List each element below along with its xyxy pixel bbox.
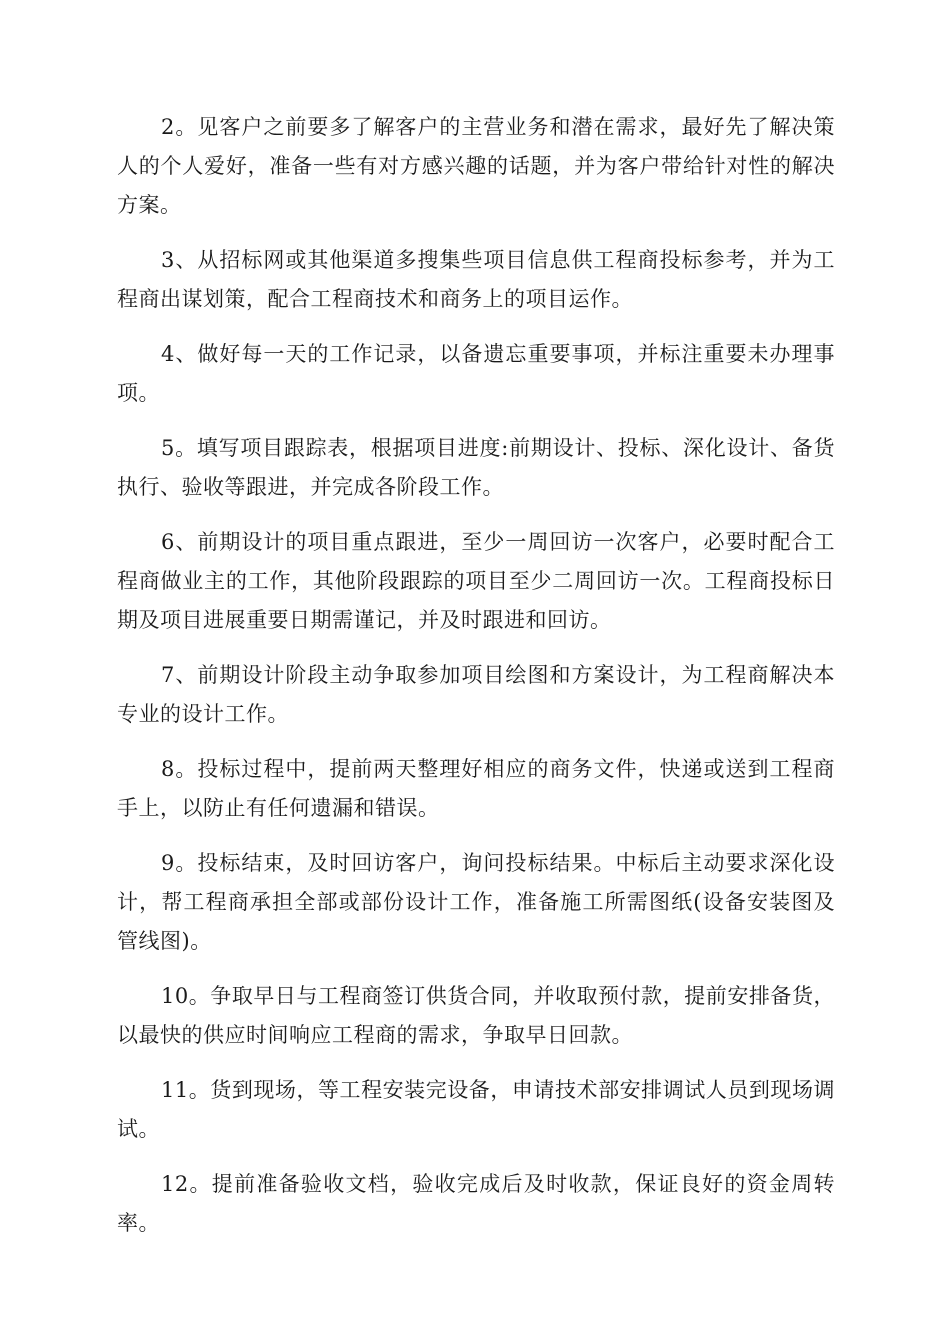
document-body xyxy=(117,108,835,1259)
paragraph-item-9: 9。投标结束，及时回访客户，询问投标结果。中标后主动要求深化设计，帮工程商承担全部或部份设计工作，准备施工所需图纸(设备安装图及管线图)。 xyxy=(117,851,835,953)
paragraph-item-5: 5。填写项目跟踪表，根据项目进度:前期设计、投标、深化设计、备货执行、验收等跟进，并完成各阶段工作。 xyxy=(117,436,835,499)
paragraph-item-12: 12。提前准备验收文档，验收完成后及时收款，保证良好的资金周转率。 xyxy=(117,1172,835,1235)
paragraph-item-4: 4、做好每一天的工作记录，以备遗忘重要事项，并标注重要未办理事项。 xyxy=(117,342,835,405)
paragraph-item-3: 3、从招标网或其他渠道多搜集些项目信息供工程商投标参考，并为工程商出谋划策，配合工程商技术和商务上的项目运作。 xyxy=(117,248,835,311)
paragraph-item-11: 11。货到现场，等工程安装完设备，申请技术部安排调试人员到现场调试。 xyxy=(117,1078,835,1141)
paragraph-item-8: 8。投标过程中，提前两天整理好相应的商务文件，快递或送到工程商手上，以防止有任何遗漏和错误。 xyxy=(117,757,835,820)
paragraph-item-6: 6、前期设计的项目重点跟进，至少一周回访一次客户，必要时配合工程商做业主的工作，其他阶段跟踪的项目至少二周回访一次。工程商投标日期及项目进展重要日期需谨记，并及时跟进和回访。 xyxy=(117,530,835,632)
paragraph-item-10: 10。争取早日与工程商签订供货合同，并收取预付款，提前安排备货，以最快的供应时间响应工程商的需求，争取早日回款。 xyxy=(117,984,835,1047)
paragraph-item-2: 2。见客户之前要多了解客户的主营业务和潜在需求，最好先了解决策人的个人爱好，准备一些有对方感兴趣的话题，并为客户带给针对性的解决方案。 xyxy=(117,115,835,217)
paragraph-item-7: 7、前期设计阶段主动争取参加项目绘图和方案设计，为工程商解决本专业的设计工作。 xyxy=(117,663,835,726)
